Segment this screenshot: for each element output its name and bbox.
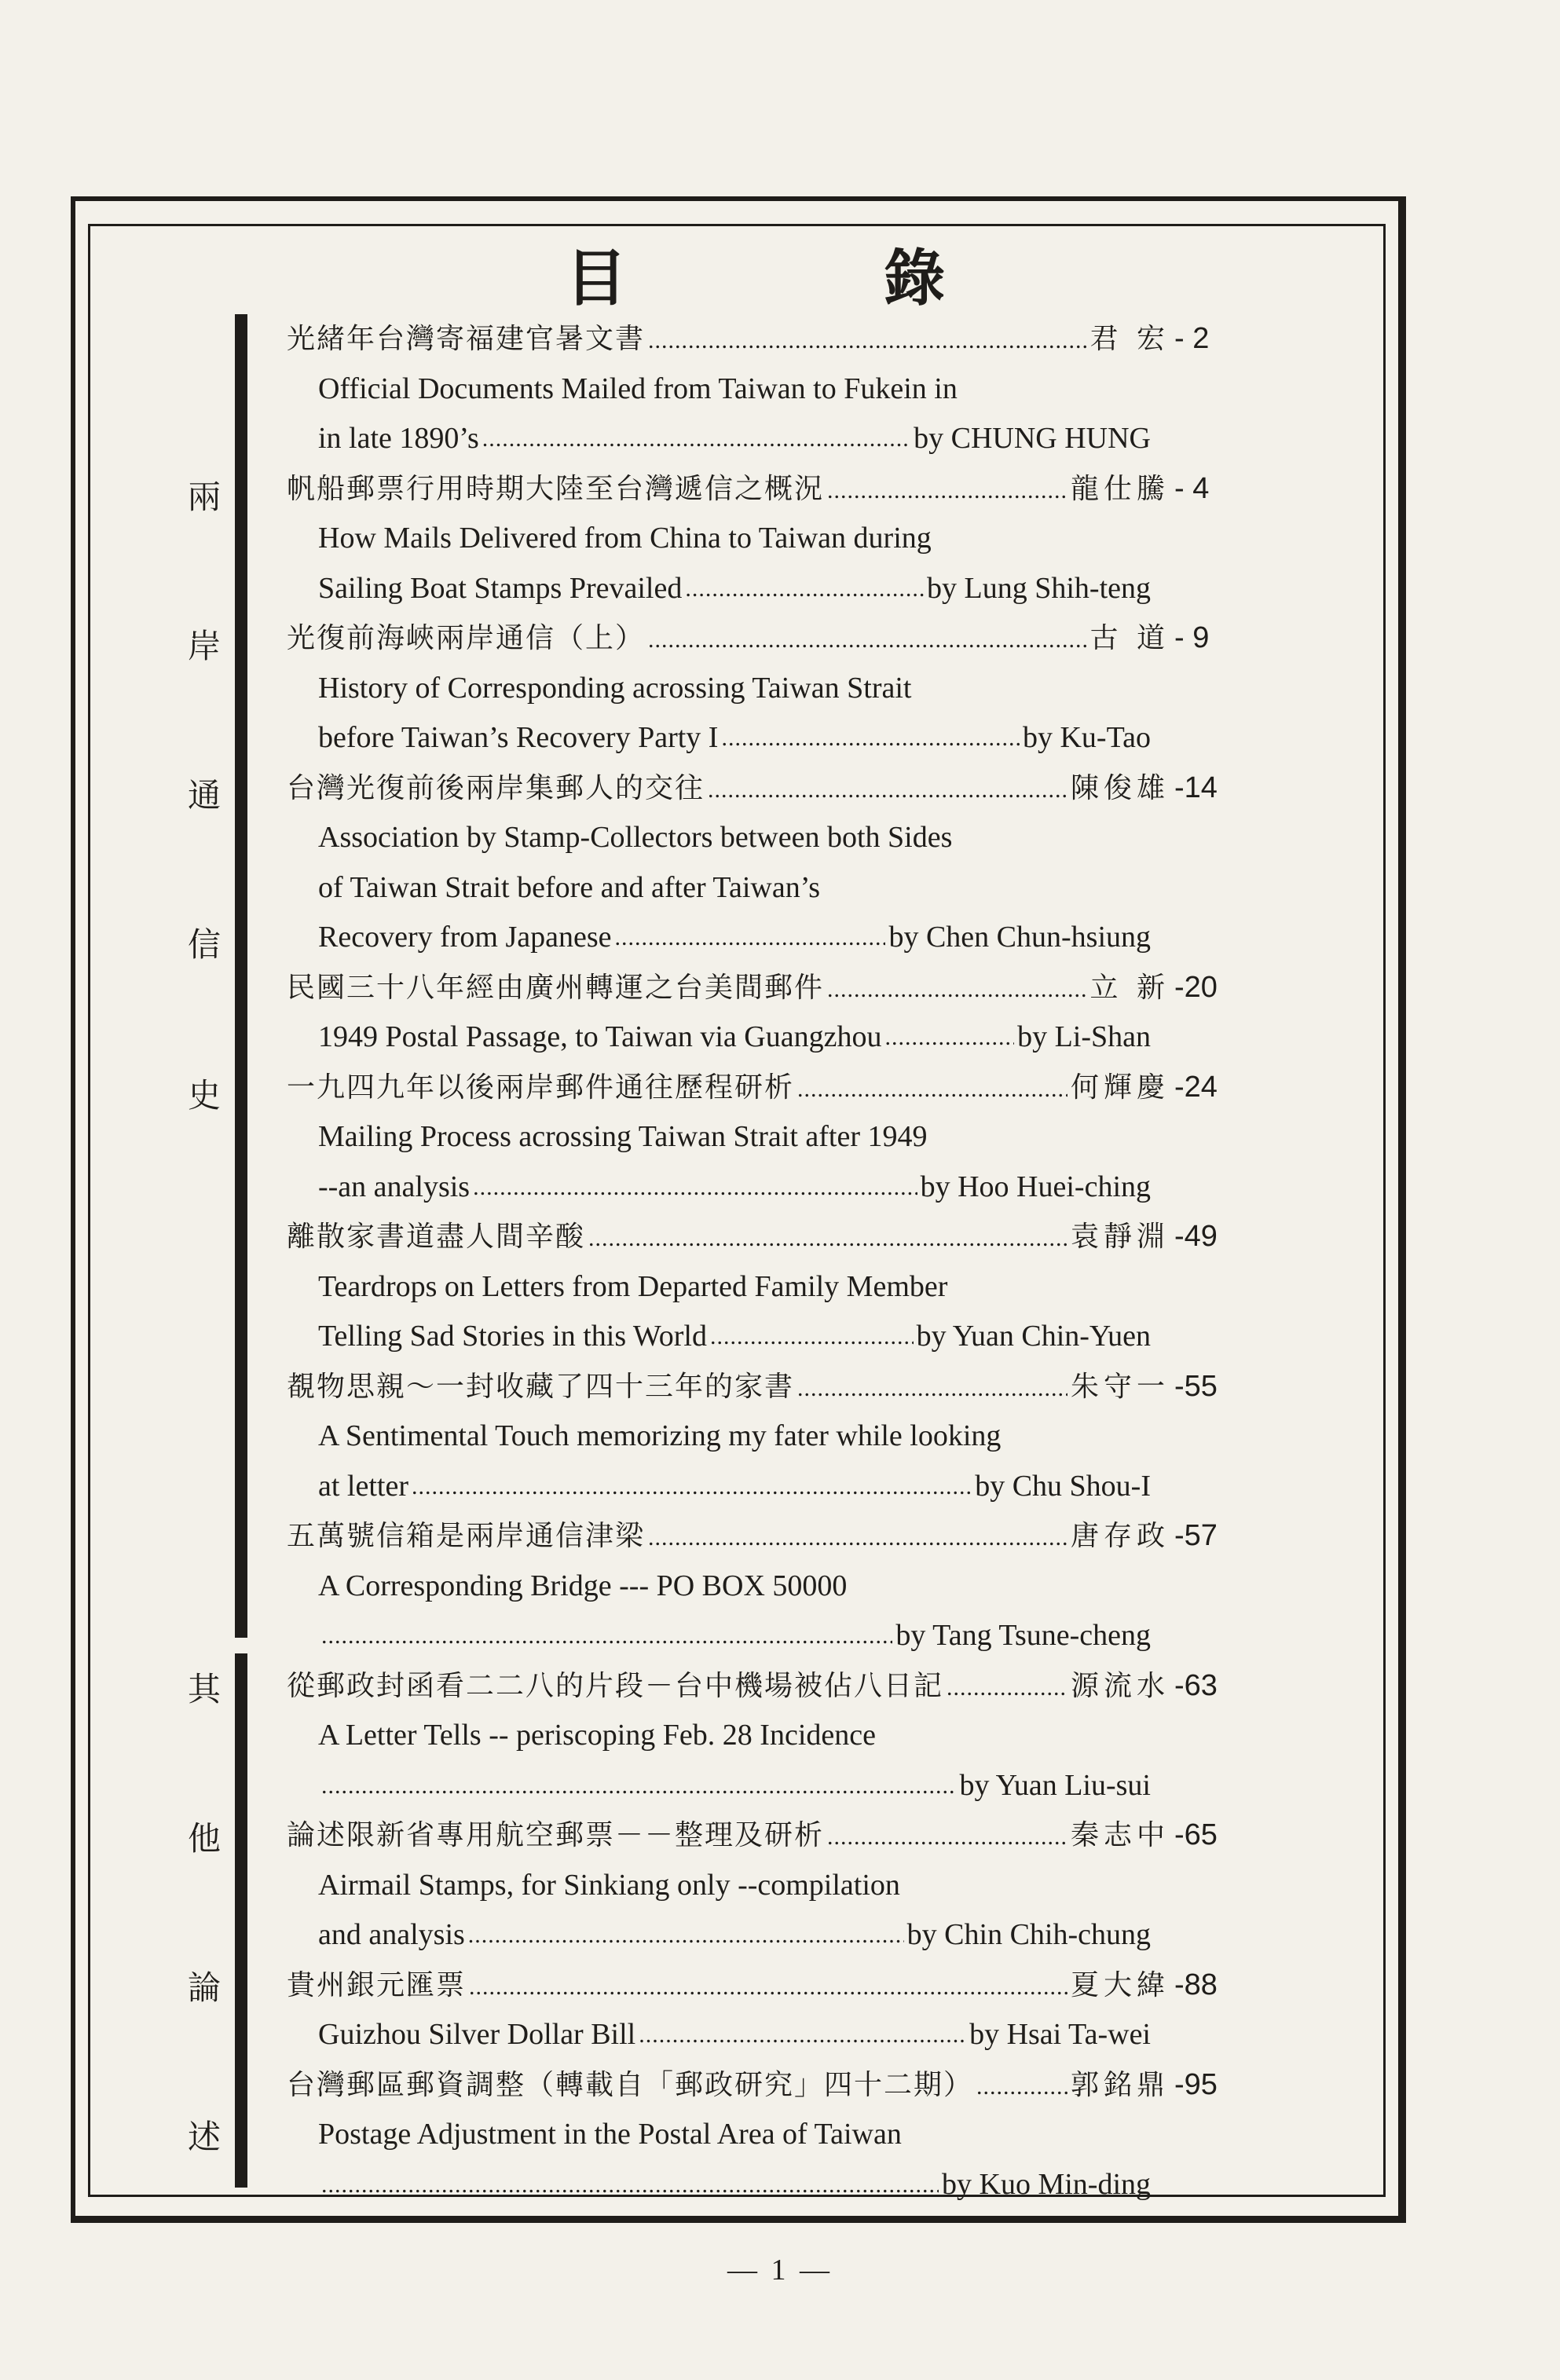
entry-chinese-author: 秦志中 (1070, 1819, 1170, 1851)
entry-english-title-end: --an analysis (318, 1170, 471, 1203)
entry-chinese-author: 君 宏 (1089, 323, 1170, 355)
entry-english-author: by Chin Chih-chung (906, 1918, 1151, 1951)
dot-leader (884, 1012, 1014, 1063)
entry-chinese-title: 光復前海峽兩岸通信（上） (287, 622, 646, 654)
entry-chinese-author: 夏大緯 (1070, 1968, 1170, 2001)
toc-entry (287, 613, 1245, 763)
entry-english-byline (287, 713, 1151, 763)
dot-leader (976, 2062, 1067, 2112)
toc-entry (287, 1362, 1245, 1512)
entry-english-title-end: Recovery from Japanese (318, 921, 612, 954)
section-label-char: 岸 (187, 627, 221, 665)
dot-leader (721, 713, 1020, 763)
section-label-char: 述 (187, 2118, 221, 2156)
entry-english-byline (287, 2160, 1151, 2210)
dot-leader (797, 1064, 1067, 1115)
entry-english-byline (287, 913, 1151, 963)
toc-entry-chinese-line (287, 1661, 1245, 1712)
dot-leader (827, 466, 1067, 516)
section-label-char: 他 (187, 1819, 221, 1858)
entry-chinese-title: 帆船郵票行用時期大陸至台灣遞信之概況 (287, 472, 825, 505)
section-label-char: 兩 (187, 478, 221, 516)
entry-english-author: by Lung Shih-teng (927, 571, 1151, 605)
entry-chinese-title: 從郵政封函看二二八的片段－台中機場被佔八日記 (287, 1669, 944, 1702)
entry-english-title-end: Telling Sad Stories in this World (318, 1320, 707, 1353)
entry-english-title-line: How Mails Delivered from China to Taiwan during (318, 522, 932, 555)
entry-page-number: -14 (1174, 771, 1218, 804)
entry-english-author: by CHUNG HUNG (914, 422, 1151, 455)
toc-entry-chinese-line (287, 1811, 1245, 1861)
entry-english-title-line: Airmail Stamps, for Sinkiang only --compilation (318, 1868, 900, 1902)
dot-leader (648, 1513, 1067, 1563)
dot-leader (321, 2160, 939, 2210)
toc-entry-chinese-line (287, 464, 1245, 514)
entry-chinese-title: 台灣郵區郵資調整（轉載自「郵政研究」四十二期） (287, 2068, 974, 2101)
entry-page-number: -24 (1174, 1070, 1218, 1104)
dot-leader (648, 316, 1087, 366)
entry-english-author: by Chu Shou-I (975, 1469, 1151, 1503)
toc-entry-chinese-line (287, 613, 1245, 664)
entry-english-title-line: History of Corresponding acrossing Taiwan Strait (318, 671, 912, 705)
entry-english-author: by Ku-Tao (1022, 721, 1151, 754)
page-title: 目 錄 (566, 243, 1064, 314)
toc-entry (287, 464, 1245, 614)
dot-leader (827, 965, 1087, 1015)
section-label-char: 其 (187, 1670, 221, 1708)
dot-leader (412, 1462, 972, 1512)
entry-english-byline (287, 1761, 1151, 1811)
dot-leader (482, 414, 910, 464)
entry-chinese-title: 離散家書道盡人間辛酸 (287, 1221, 586, 1253)
entry-chinese-author: 陳俊雄 (1070, 771, 1170, 804)
entry-chinese-author: 袁靜淵 (1070, 1221, 1170, 1253)
entry-page-number: - 9 (1174, 621, 1210, 654)
entry-chinese-title: 貴州銀元匯票 (287, 1968, 467, 2001)
entry-english-title-line: A Sentimental Touch memorizing my fater while looking (318, 1419, 1002, 1452)
entry-english-title-end: in late 1890’s (318, 422, 479, 455)
entry-page-number: -88 (1174, 1968, 1218, 2001)
entry-page-number: - 2 (1174, 322, 1210, 355)
section-bar-cross-strait (235, 314, 247, 1638)
entry-chinese-title: 一九四九年以後兩岸郵件通往歷程研析 (287, 1071, 795, 1104)
entry-chinese-title: 五萬號信箱是兩岸通信津梁 (287, 1520, 646, 1552)
section-label-char: 論 (187, 1968, 221, 2007)
entry-english-title-line: A Corresponding Bridge --- PO BOX 50000 (318, 1569, 848, 1602)
toc-entry (287, 1212, 1245, 1362)
toc-entry (287, 1961, 1245, 2060)
entry-chinese-title: 民國三十八年經由廣州轉運之台美間郵件 (287, 971, 825, 1004)
entry-chinese-author: 古 道 (1089, 622, 1170, 654)
entry-page-number: -95 (1174, 2067, 1218, 2101)
entry-english-title-end: Sailing Boat Stamps Prevailed (318, 571, 683, 605)
entry-english-title-end: and analysis (318, 1918, 465, 1951)
entry-page-number: -55 (1174, 1369, 1218, 1403)
toc-entry (287, 963, 1245, 1063)
entry-english-author: by Kuo Min-ding (942, 2167, 1151, 2201)
entry-chinese-title: 台灣光復前後兩岸集郵人的交往 (287, 771, 705, 804)
entry-chinese-author: 唐存政 (1070, 1520, 1170, 1552)
entry-page-number: -65 (1174, 1818, 1218, 1851)
dot-leader (710, 1312, 914, 1362)
toc-entry (287, 763, 1245, 963)
entry-chinese-title: 光緒年台灣寄福建官暑文書 (287, 323, 646, 355)
dot-leader (321, 1611, 892, 1661)
entry-english-title-line: of Taiwan Strait before and after Taiwan’s (318, 870, 821, 904)
entry-english-byline (287, 2010, 1151, 2060)
entry-english-title-end: 1949 Postal Passage, to Taiwan via Guangzhou (318, 1020, 882, 1053)
entry-english-author: by Li-Shan (1017, 1020, 1151, 1053)
dot-leader (321, 1761, 957, 1811)
toc-entries (287, 314, 1245, 2210)
entry-english-byline (287, 1163, 1151, 1213)
toc-entry (287, 1811, 1245, 1961)
dot-leader (797, 1364, 1067, 1414)
entry-english-title-end: Guizhou Silver Dollar Bill (318, 2018, 636, 2051)
entry-english-author: by Yuan Chin-Yuen (916, 1320, 1151, 1353)
entry-english-title-line: Association by Stamp-Collectors between both Sides (318, 821, 953, 854)
toc-entry-chinese-line (287, 763, 1245, 814)
toc-entry (287, 1063, 1245, 1213)
entry-english-byline (287, 414, 1151, 464)
toc-entry (287, 1511, 1245, 1661)
entry-english-title-line: Postage Adjustment in the Postal Area of Taiwan (318, 2118, 902, 2151)
toc-entry-chinese-line (287, 1362, 1245, 1412)
entry-page-number: - 4 (1174, 471, 1210, 505)
section-bar-other (235, 1653, 247, 2188)
entry-english-title-line: Mailing Process acrossing Taiwan Strait after 1949 (318, 1120, 928, 1153)
entry-english-author: by Hoo Huei-ching (920, 1170, 1151, 1203)
entry-page-number: -57 (1174, 1519, 1218, 1552)
toc-entry-chinese-line (287, 1961, 1245, 2011)
dot-leader (588, 1214, 1067, 1264)
entry-english-byline (287, 1012, 1151, 1063)
entry-page-number: -63 (1174, 1668, 1218, 1702)
entry-chinese-author: 郭銘鼎 (1070, 2068, 1170, 2101)
dot-leader (648, 615, 1087, 665)
section-label-char: 史 (187, 1076, 221, 1115)
toc-entry-chinese-line (287, 1212, 1245, 1262)
dot-leader (685, 564, 924, 614)
toc-entry-chinese-line (287, 1511, 1245, 1562)
toc-entry-chinese-line (287, 2060, 1245, 2111)
toc-entry-chinese-line (287, 1063, 1245, 1113)
entry-chinese-title: 覩物思親～一封收藏了四十三年的家書 (287, 1370, 795, 1403)
entry-page-number: -20 (1174, 970, 1218, 1004)
entry-chinese-author: 源流水 (1070, 1669, 1170, 1702)
dot-leader (827, 1812, 1067, 1862)
entry-english-byline (287, 564, 1151, 614)
entry-chinese-author: 朱守一 (1070, 1370, 1170, 1403)
toc-entry-chinese-line (287, 963, 1245, 1013)
toc-entry (287, 1661, 1245, 1811)
toc-entry (287, 2060, 1245, 2210)
dot-leader (473, 1163, 917, 1213)
toc-entry (287, 314, 1245, 464)
dot-leader (708, 765, 1067, 815)
dot-leader (615, 913, 886, 963)
entry-english-byline (287, 1312, 1151, 1362)
entry-english-title-line: A Letter Tells -- periscoping Feb. 28 Incidence (318, 1719, 876, 1752)
dot-leader (468, 1910, 904, 1961)
dot-leader (947, 1663, 1067, 1713)
entry-english-author: by Hsai Ta-wei (969, 2018, 1151, 2051)
entry-english-author: by Tang Tsune-cheng (895, 1619, 1151, 1652)
entry-english-author: by Chen Chun-hsiung (888, 921, 1151, 954)
entry-english-byline (287, 1910, 1151, 1961)
page-number: — 1 — (727, 2254, 833, 2287)
entry-english-title-line: Teardrops on Letters from Departed Family Member (318, 1269, 948, 1303)
entry-english-title-end: at letter (318, 1469, 408, 1503)
entry-chinese-author: 龍仕騰 (1070, 472, 1170, 505)
section-label-char: 信 (187, 925, 221, 964)
entry-chinese-title: 論述限新省專用航空郵票－－整理及研析 (287, 1819, 825, 1851)
entry-chinese-author: 立 新 (1089, 971, 1170, 1004)
entry-page-number: -49 (1174, 1220, 1218, 1253)
entry-english-author: by Yuan Liu-sui (959, 1768, 1151, 1802)
entry-english-byline (287, 1462, 1151, 1512)
dot-leader (639, 2010, 966, 2060)
entry-chinese-author: 何輝慶 (1070, 1071, 1170, 1104)
section-label-char: 通 (187, 776, 221, 815)
dot-leader (469, 1962, 1067, 2012)
entry-english-title-end: before Taiwan’s Recovery Party I (318, 721, 719, 754)
toc-entry-chinese-line (287, 314, 1245, 364)
entry-english-byline (287, 1611, 1151, 1661)
entry-english-title-line: Official Documents Mailed from Taiwan to Fukein in (318, 372, 958, 405)
